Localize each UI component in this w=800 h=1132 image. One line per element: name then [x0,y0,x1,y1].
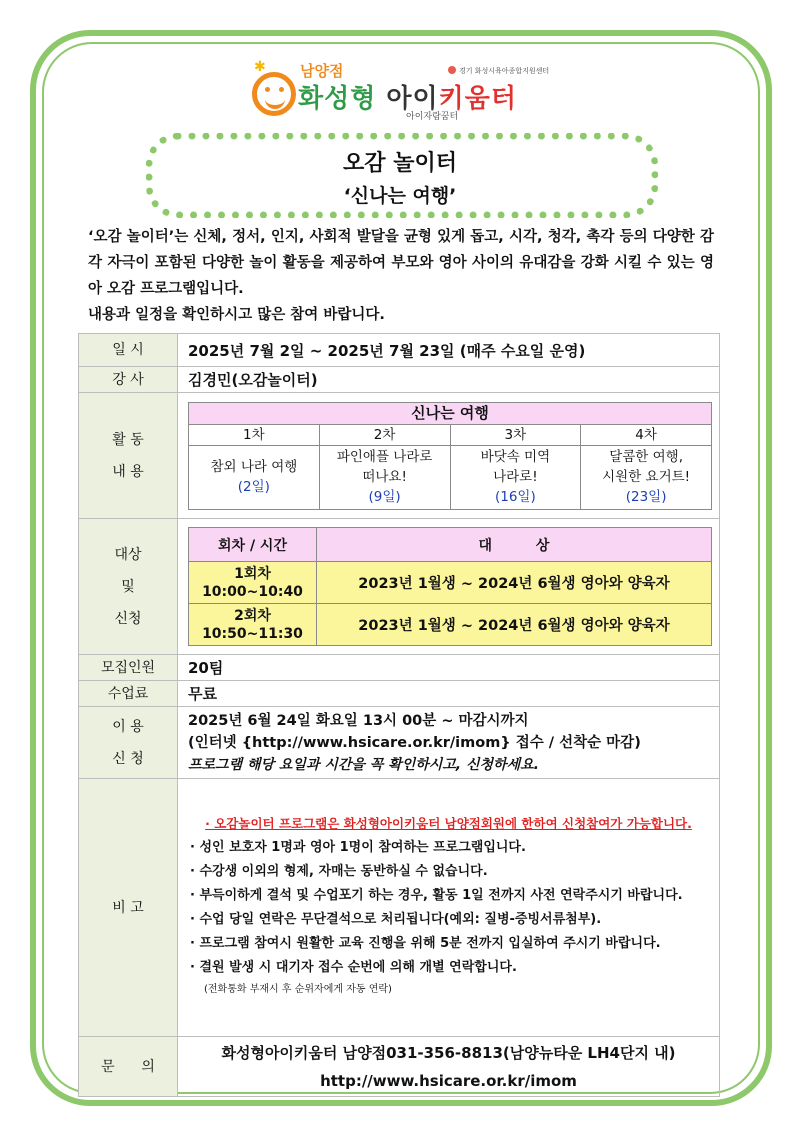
logo-name-part2: 아이 [386,84,439,114]
apply-period: 2025년 6월 24일 화요일 13시 00분 ~ 마감시까지 [188,712,529,729]
session-title-2b: 떠나요! [362,469,407,485]
activity-header: 신나는 여행 [189,402,712,424]
page-subtitle: ‘신나는 여행’ [343,185,457,207]
session-date-2: (9일) [368,489,401,505]
remarks-cell [178,779,720,1037]
contact-cell [178,1037,720,1097]
remarks-red-note: · 오감놀이터 프로그램은 화성형아이키움터 남양점회원에 한하여 신청참여가 가능합니다. [205,815,692,831]
capacity-row [79,655,720,681]
apply-cell [178,707,720,779]
fee-row [79,681,720,707]
activity-cell [178,393,720,519]
session-cell-4 [581,445,712,509]
logo-org-text: 경기 화성시육아종합지원센터 [459,67,550,75]
activity-label-line2: 내 용 [112,463,144,480]
contact-label: 문 의 [79,1037,178,1097]
activity-label [79,393,178,519]
session-1-cell [189,562,317,604]
contact-row [79,1037,720,1097]
apply-note: 프로그램 해당 요일과 시간을 꼭 확인하시고, 신청하세요. [188,756,539,773]
star-icon: ✱ [254,59,266,75]
logo-org [448,66,549,76]
instructor-row [79,367,720,393]
remark-item-1: · 성인 보호자 1명과 영아 1명이 참여하는 프로그램입니다. [190,839,526,855]
session-title-1: 참외 나라 여행 [210,459,298,475]
remark-small: (전화통화 부재시 후 순위자에게 자동 연락) [204,983,392,995]
remark-item-6: · 결원 발생 시 대기자 접수 순번에 의해 개별 연락합니다. [190,959,517,975]
session-title-4b: 시원한 요거트! [602,469,691,485]
schedule-row [79,334,720,367]
session-cell-3 [450,445,581,509]
session-2-time: 10:50~11:30 [202,625,303,642]
target-label-line3: 신청 [114,610,142,627]
logo-branch: 남양점 [300,62,344,80]
smiley-face-icon [252,72,296,116]
logo [252,60,552,124]
apply-method: (인터넷 {http://www.hsicare.or.kr/imom} 접수 / 선착순 마감) [188,734,641,751]
intro-paragraph: ‘오감 놀이터’는 신체, 정서, 인지, 사회적 발달을 균형 있게 돕고, 시각, 청각, 촉각 등의 다양한 감각 자극이 포함된 다양한 놀이 활동을 제공하여 부모와 영아 사이의 유대감을 강화 시킬 수 있는 영아 오감 프로그램입니다. [88,229,714,297]
target-label [79,519,178,655]
session-title-4a: 달콤한 여행, [609,449,684,465]
session-date-1: (2일) [237,479,270,495]
info-table [78,333,720,1097]
session-title-3b: 나라로! [493,469,538,485]
session-title-2a: 파인애플 나라로 [336,449,433,465]
session-num-4: 4차 [581,424,712,445]
apply-label [79,707,178,779]
logo-name-part1: 화성형 [298,84,387,114]
logo-name-part3: 키움터 [438,84,517,114]
session-num-3: 3차 [450,424,581,445]
session-num-2: 2차 [319,424,450,445]
intro-text [88,224,714,328]
fee-label: 수업료 [79,681,178,707]
col-session-header: 회차 / 시간 [189,528,317,562]
apply-label-line1: 이 용 [112,718,144,735]
session-title-3a: 바닷속 미역 [480,449,551,465]
schedule-value: 2025년 7월 2일 ~ 2025년 7월 23일 (매주 수요일 운영) [178,334,720,367]
activity-row [79,393,720,519]
instructor-label: 강 사 [79,367,178,393]
target-cell [178,519,720,655]
capacity-value: 20팀 [178,655,720,681]
schedule-label: 일 시 [79,334,178,367]
remark-item-3: · 부득이하게 결석 및 수업포기 하는 경우, 활동 1일 전까지 사전 연락주시기 바랍니다. [190,887,683,903]
target-label-line2: 및 [121,578,135,595]
fee-value: 무료 [178,681,720,707]
activity-label-line1: 활 동 [112,431,144,448]
intro-closing: 내용과 일정을 확인하시고 많은 참여 바랍니다. [88,307,385,323]
session-1-time: 10:00~10:40 [202,583,303,600]
activity-table [188,402,712,510]
session-cell-2 [319,445,450,509]
session-2-cell [189,604,317,646]
session-2-target: 2023년 1월생 ~ 2024년 6월생 영아와 양육자 [317,604,712,646]
capacity-label: 모집인원 [79,655,178,681]
remark-item-2: · 수강생 이외의 형제, 자매는 동반하실 수 없습니다. [190,863,488,879]
page-title: 오감 놀이터 [343,151,457,176]
col-target-header: 대 상 [317,528,712,562]
session-1-name: 1회차 [234,565,271,582]
instructor-value: 김경민(오감놀이터) [178,367,720,393]
contact-url[interactable]: http://www.hsicare.or.kr/imom [320,1071,577,1090]
target-table [188,527,712,646]
apply-label-line2: 신 청 [112,750,144,767]
session-2-name: 2회차 [234,607,271,624]
session-num-1: 1차 [189,424,320,445]
contact-info: 화성형아이키움터 남양점031-356-8813(남양뉴타운 LH4단지 내) [221,1043,676,1062]
remarks-label: 비 고 [79,779,178,1037]
apply-row [79,707,720,779]
remarks-row [79,779,720,1037]
session-1-target: 2023년 1월생 ~ 2024년 6월생 영아와 양육자 [317,562,712,604]
remark-item-5: · 프로그램 참여시 원활한 교육 진행을 위해 5분 전까지 입실하여 주시기 바랍니다. [190,935,661,951]
session-date-4: (23일) [625,489,667,505]
session-date-3: (16일) [494,489,536,505]
remark-item-4: · 수업 당일 연락은 무단결석으로 처리됩니다(예외: 질병-증빙서류첨부). [190,911,602,927]
logo-subtitle: 아이자람꿈터 [406,112,459,122]
target-row [79,519,720,655]
org-mark-icon [448,66,456,74]
session-cell-1 [189,445,320,509]
target-label-line1: 대상 [114,546,142,563]
